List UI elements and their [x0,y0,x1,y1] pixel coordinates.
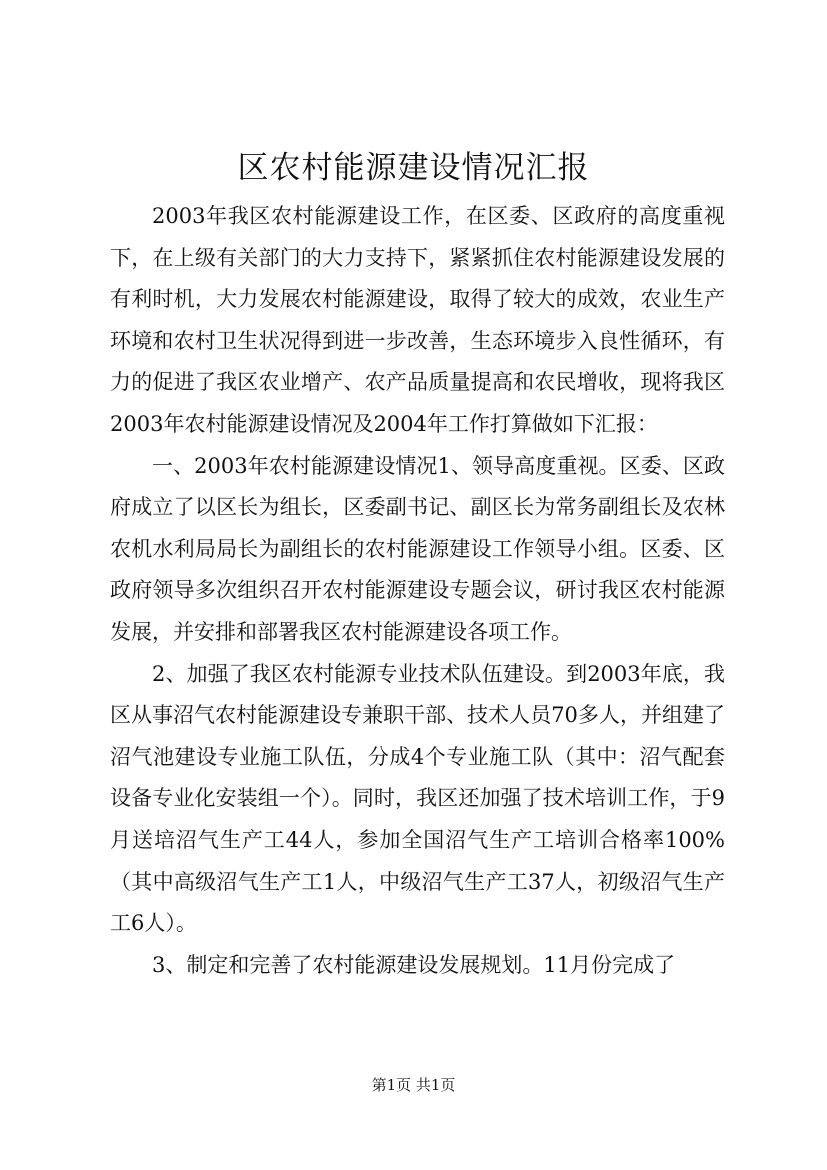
paragraph-intro: 2003年我区农村能源建设工作，在区委、区政府的高度重视下，在上级有关部门的大力支持下，紧紧抓住农村能源建设发展的有利时机，大力发展农村能源建设，取得了较大的成效，农业生产环境和农村卫生状况得到进一步改善，生态环境步入良性循环，有力的促进了我区农业增产、农产品质量提高和农民增收，现将我区2003年农村能源建设情况及2004年工作打算做如下汇报： [110,204,725,436]
page-footer: 第1页 共1页 [371,1076,456,1094]
paragraph-section-2: 2、加强了我区农村能源专业技术队伍建设。到2003年底，我区从事沼气农村能源建设专兼职干部、技术人员70多人，并组建了沼气池建设专业施工队伍，分成4个专业施工队（其中：沼气配套设备专业化安装组一个）。同时，我区还加强了技术培训工作，于9月送培沼气生产工44人，参加全国沼气生产工培训合格率100%（其中高级沼气生产工1人，中级沼气生产工37人，初级沼气生产工6人）。 [110,661,725,936]
paragraph-section-3: 3、制定和完善了农村能源建设发展规划。11月份完成了 [152,952,676,977]
page-title: 区农村能源建设情况汇报 [237,150,590,186]
paragraph-section-1: 一、2003年农村能源建设情况1、领导高度重视。区委、区政府成立了以区长为组长，区委副书记、副区长为常务副组长及农林农机水利局局长为副组长的农村能源建设工作领导小组。区委、区政府领导多次组织召开农村能源建设专题会议，研讨我区农村能源发展，并安排和部署我区农村能源建设各项工作。 [110,453,725,644]
document-body [110,196,725,986]
